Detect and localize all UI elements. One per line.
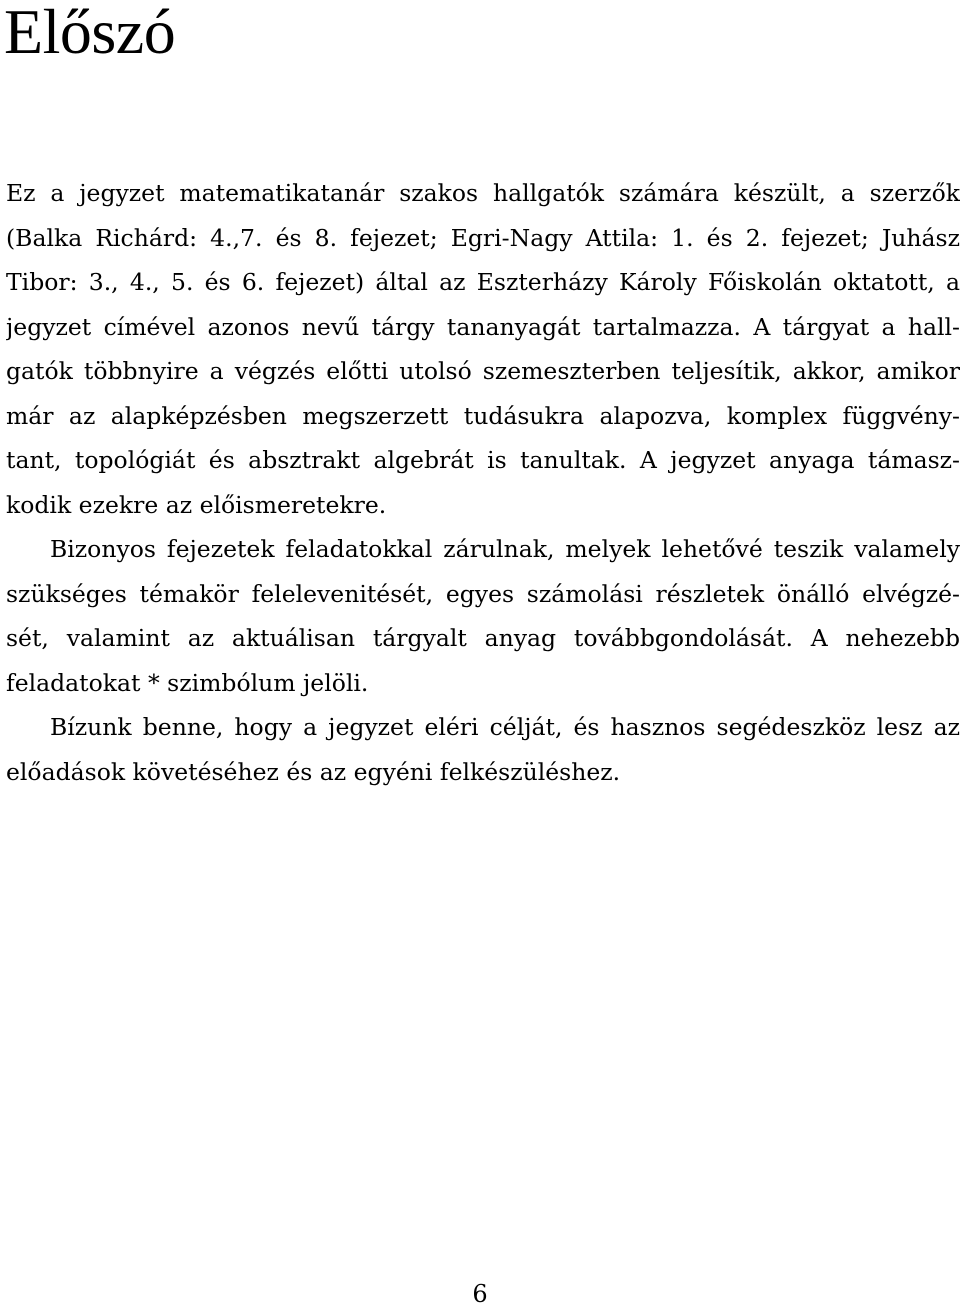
text-line: kodik ezekre az előismeretekre. — [6, 490, 387, 519]
text-line: tant, topológiát és absztrakt algebrát is tanultak. A jegyzet anyaga támasz- — [6, 446, 960, 474]
text-line: Tibor: 3., 4., 5. és 6. fejezet) által az Eszterházy Károly Főiskolán oktatott, a — [6, 268, 960, 296]
page-number: 6 — [472, 1280, 488, 1308]
paragraph — [6, 705, 960, 794]
text-line: (Balka Richárd: 4.,7. és 8. fejezet; Egri-Nagy Attila: 1. és 2. fejezet; Juhász — [6, 223, 960, 252]
text-line: már az alapképzésben megszerzett tudásukra alapozva, komplex függvény- — [6, 401, 960, 430]
text-line: Bízunk benne, hogy a jegyzet eléri célját, és hasznos segédeszköz lesz az — [50, 713, 960, 741]
paragraph — [6, 527, 960, 705]
text-line: szükséges témakör felelevenitését, egyes számolási részletek önálló elvégzé- — [6, 579, 960, 608]
text-line: előadások követéséhez és az egyéni felkészüléshez. — [6, 757, 621, 786]
text-line: Ez a jegyzet matematikatanár szakos hallgatók számára készült, a szerzők — [6, 179, 960, 207]
body-text — [6, 171, 960, 794]
text-line: gatók többnyire a végzés előtti utolsó szemeszterben teljesítik, akkor, amikor — [6, 357, 960, 385]
text-line: Bizonyos fejezetek feladatokkal zárulnak, melyek lehetővé teszik valamely — [50, 535, 960, 563]
text-line: jegyzet címével azonos nevű tárgy tananyagát tartalmazza. A tárgyat a hall- — [6, 312, 960, 341]
page-title: Előszó — [4, 0, 176, 67]
text-line: sét, valamint az aktuálisan tárgyalt anyag továbbgondolását. A nehezebb — [6, 624, 960, 652]
text-line: feladatokat * szimbólum jelöli. — [6, 668, 369, 697]
paragraph — [6, 171, 960, 527]
